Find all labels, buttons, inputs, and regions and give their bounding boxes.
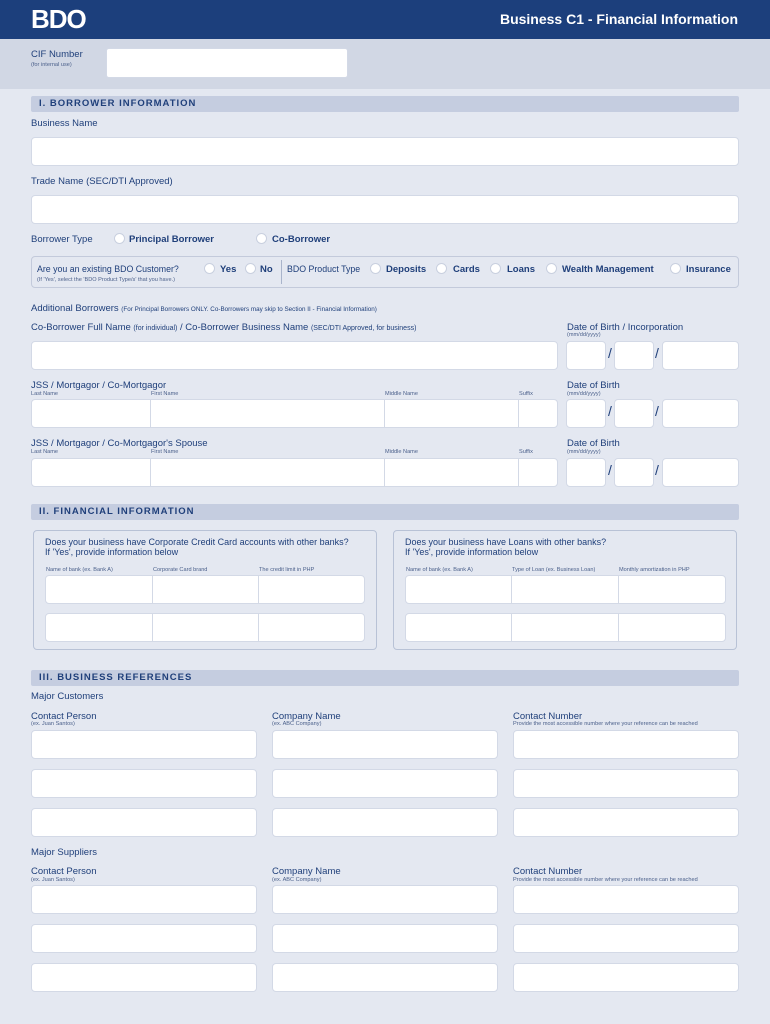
cc-col-brand: Corporate Card brand [153,567,208,573]
cust-company-label: Company Name [272,711,341,722]
customer-1-company[interactable] [272,730,498,759]
customer-2-contact-number[interactable] [513,769,739,798]
loan-row-2[interactable] [405,613,726,642]
spouse-middle-name-label: Middle Name [385,449,418,455]
cif-input[interactable] [106,48,348,78]
customer-3-contact-number[interactable] [513,808,739,837]
sup-contact-person-example: (ex. Juan Santos) [31,877,75,883]
sup-contact-number-note: Provide the most accessible number where your reference can be reached [513,877,698,883]
supplier-3-contact-number[interactable] [513,963,739,992]
co-borrower-name-label [31,322,416,333]
cust-contact-person-label: Contact Person [31,711,97,722]
cc-row-1[interactable] [45,575,365,604]
cust-contact-number-note: Provide the most accessible number where your reference can be reached [513,721,698,727]
jss-spouse-label: JSS / Mortgagor / Co-Mortgagor's Spouse [31,438,208,449]
doi-day-input[interactable] [614,341,654,370]
cc-col-bank: Name of bank (ex. Bank A) [46,567,113,573]
cob-biz-label: / Co-Borrower Business Name [177,322,309,333]
customer-1-contact-person[interactable] [31,730,257,759]
customer-3-company[interactable] [272,808,498,837]
loan-col-amort: Monthly amortization in PHP [619,567,690,573]
cc-row-2[interactable] [45,613,365,642]
existing-customer-note: (If 'Yes', select the 'BDO Product Type/s' that you have.) [37,277,175,283]
product-deposits-label: Deposits [386,264,427,275]
doi-label: Date of Birth / Incorporation [567,322,684,333]
spouse-last-name-label: Last Name [31,449,59,455]
product-cards-radio[interactable] [436,263,447,274]
product-loans-radio[interactable] [490,263,501,274]
section-2-header: II. FINANCIAL INFORMATION [31,504,739,520]
credit-card-subtext: If 'Yes', provide information below [45,547,179,557]
existing-no-label: No [260,264,273,275]
product-insurance-label: Insurance [686,264,731,275]
customer-2-company[interactable] [272,769,498,798]
business-name-input[interactable] [31,137,739,166]
additional-borrowers-note: (For Principal Borrowers ONLY. Co-Borrowers may skip to Section II - Financial Information) [121,306,377,313]
supplier-1-contact-number[interactable] [513,885,739,914]
doi-format: (mm/dd/yyyy) [567,332,601,338]
jss-last-name-label: Last Name [31,391,59,397]
spouse-name-divider [518,458,519,487]
jss-first-name-label: First Name [151,391,179,397]
additional-borrowers-title: Additional Borrowers [31,303,119,314]
loan-row-divider [618,613,619,642]
principal-borrower-label: Principal Borrower [129,234,214,245]
cc-row-divider [258,613,259,642]
product-cards-label: Cards [453,264,480,275]
loan-row-divider [618,575,619,604]
spouse-dob-year-input[interactable] [662,458,739,487]
sup-company-example: (ex. ABC Company) [272,877,322,883]
spouse-dob-day-input[interactable] [614,458,654,487]
trade-name-label: Trade Name (SEC/DTI Approved) [31,176,173,187]
jss-name-divider [150,399,151,428]
loan-row-1[interactable] [405,575,726,604]
spouse-name-input[interactable] [31,458,558,487]
cob-full-label: Co-Borrower Full Name [31,322,131,333]
loan-row-divider [511,575,512,604]
supplier-1-contact-person[interactable] [31,885,257,914]
product-type-label: BDO Product Type [287,264,361,274]
sup-contact-person-label: Contact Person [31,866,97,877]
supplier-3-company[interactable] [272,963,498,992]
product-wealth-radio[interactable] [546,263,557,274]
co-borrower-radio[interactable] [256,233,267,244]
cc-row-divider [152,613,153,642]
cust-contact-person-example: (ex. Juan Santos) [31,721,75,727]
jss-dob-label: Date of Birth [567,380,620,391]
credit-card-question: Does your business have Corporate Credit Card accounts with other banks? [45,537,349,547]
business-name-label: Business Name [31,118,98,129]
loans-subtext: If 'Yes', provide information below [405,547,539,557]
additional-borrowers-label [31,303,377,314]
panel-divider [281,260,282,284]
borrower-type-label: Borrower Type [31,234,93,245]
spouse-dob-month-input[interactable] [566,458,606,487]
doi-year-input[interactable] [662,341,739,370]
date-slash: / [608,345,612,361]
major-customers-label: Major Customers [31,691,104,702]
jss-name-divider [518,399,519,428]
supplier-2-company[interactable] [272,924,498,953]
sup-company-label: Company Name [272,866,341,877]
spouse-dob-format: (mm/dd/yyyy) [567,449,601,455]
cif-sublabel: (for internal use) [31,62,72,68]
jss-name-divider [384,399,385,428]
supplier-1-company[interactable] [272,885,498,914]
existing-no-radio[interactable] [245,263,256,274]
supplier-3-contact-person[interactable] [31,963,257,992]
cust-contact-number-label: Contact Number [513,711,583,722]
jss-name-input[interactable] [31,399,558,428]
product-insurance-radio[interactable] [670,263,681,274]
jss-suffix-label: Suffix [519,391,533,397]
section-1-header: I. BORROWER INFORMATION [31,96,739,112]
section-3-header: III. BUSINESS REFERENCES [31,670,739,686]
sup-contact-number-label: Contact Number [513,866,583,877]
supplier-2-contact-number[interactable] [513,924,739,953]
date-slash: / [608,403,612,419]
jss-middle-name-label: Middle Name [385,391,418,397]
product-wealth-label: Wealth Management [562,264,654,275]
jss-label: JSS / Mortgagor / Co-Mortgagor [31,380,167,391]
cc-row-divider [152,575,153,604]
cob-biz-note: (SEC/DTI Approved, for business) [310,325,417,332]
product-deposits-radio[interactable] [370,263,381,274]
loan-col-type: Type of Loan (ex. Business Loan) [512,567,596,573]
cob-full-note: (for individual) [133,325,178,332]
customer-3-contact-person[interactable] [31,808,257,837]
trade-name-input[interactable] [31,195,739,224]
cc-col-limit: The credit limit in PHP [259,567,315,573]
product-loans-label: Loans [507,264,535,275]
existing-customer-question: Are you an existing BDO Customer? [37,264,179,274]
spouse-first-name-label: First Name [151,449,179,455]
jss-dob-day-input[interactable] [614,399,654,428]
spouse-name-divider [150,458,151,487]
cc-row-divider [258,575,259,604]
existing-yes-label: Yes [220,264,237,275]
loans-question: Does your business have Loans with other banks? [405,537,607,547]
loan-row-divider [511,613,512,642]
supplier-2-contact-person[interactable] [31,924,257,953]
cif-label: CIF Number [31,49,83,60]
loan-col-bank: Name of bank (ex. Bank A) [406,567,473,573]
doi-month-input[interactable] [566,341,606,370]
spouse-name-divider [384,458,385,487]
co-borrower-label: Co-Borrower [272,234,331,245]
spouse-suffix-label: Suffix [519,449,533,455]
jss-dob-month-input[interactable] [566,399,606,428]
co-borrower-name-input[interactable] [31,341,558,370]
jss-dob-year-input[interactable] [662,399,739,428]
principal-borrower-radio[interactable] [114,233,125,244]
major-suppliers-label: Major Suppliers [31,847,97,858]
spouse-dob-label: Date of Birth [567,438,620,449]
date-slash: / [655,462,659,478]
date-slash: / [655,403,659,419]
date-slash: / [655,345,659,361]
bdo-logo: BDO [31,4,86,34]
form-title: Business C1 - Financial Information [499,11,738,27]
date-slash: / [608,462,612,478]
customer-2-contact-person[interactable] [31,769,257,798]
customer-1-contact-number[interactable] [513,730,739,759]
jss-dob-format: (mm/dd/yyyy) [567,391,601,397]
existing-yes-radio[interactable] [204,263,215,274]
cust-company-example: (ex. ABC Company) [272,721,322,727]
